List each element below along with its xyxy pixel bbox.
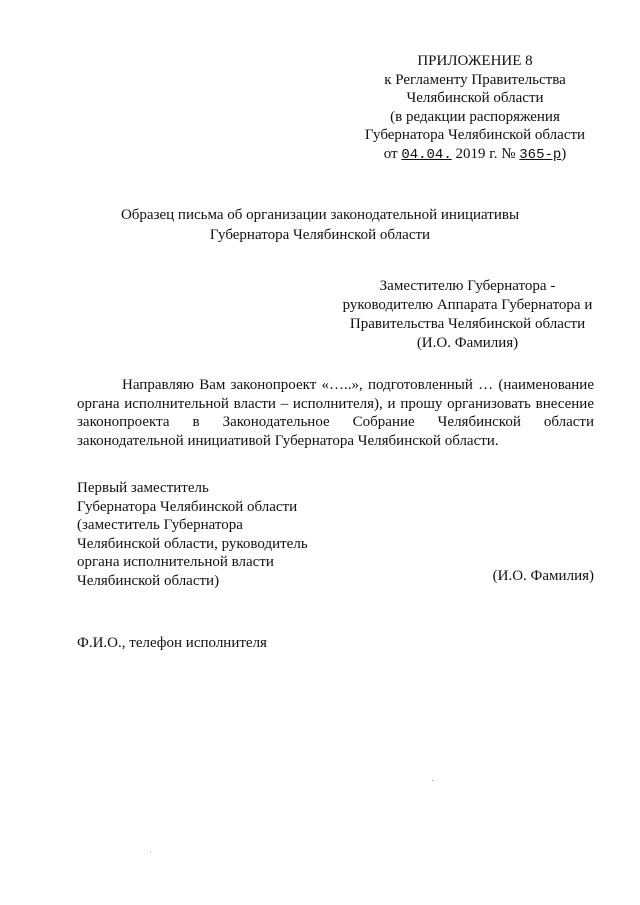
date-prefix: от [383, 145, 398, 162]
appendix-line-3: (в редакции распоряжения [390, 108, 560, 125]
date-year: 2019 г. № [455, 145, 516, 162]
appendix-line-2: Челябинской области [406, 90, 544, 106]
signer-line-5: органа исполнительной власти [77, 554, 274, 570]
signer-name: (И.О. Фамилия) [492, 568, 594, 584]
executor-line: Ф.И.О., телефон исполнителя [77, 635, 267, 651]
title-line-2: Губернатора Челябинской области [209, 227, 431, 243]
signer-line-4: Челябинской области, руководитель [77, 535, 308, 552]
appendix-title: ПРИЛОЖЕНИЕ 8 [417, 53, 533, 69]
addressee-line-1: Заместителю Губернатора - [379, 278, 556, 294]
signer-line-2: Губернатора Челябинской области [77, 498, 298, 515]
addressee-line-3: Правительства Челябинской области [349, 316, 586, 332]
title-line-1: Образец письма об организации законодательной инициативы [120, 207, 520, 223]
appendix-line-1: к Регламенту Правительства [384, 71, 566, 88]
signer-block [77, 479, 377, 590]
letter-body: Направляю Вам законопроект «…..», подготовленный … (наименование органа исполнительной власти – исполнителя), и прошу организовать внесение законопроекта в Законодательное Собрание Челябинской области законодательной инициативой Губернатора Челябинской области. [77, 377, 594, 449]
signer-line-1: Первый заместитель [77, 480, 209, 496]
date-suffix: ) [561, 145, 567, 162]
addressee-block [320, 277, 615, 353]
signer-line-6: Челябинской области) [77, 572, 220, 589]
appendix-line-4: Губернатора Челябинской области [364, 127, 586, 143]
order-number: 365-р [519, 146, 562, 163]
addressee-line-2: руководителю Аппарата Губернатора и [342, 297, 593, 313]
document-title [60, 205, 580, 245]
scan-speck [432, 780, 433, 781]
appendix-date-line [360, 145, 590, 165]
appendix-header [360, 52, 590, 164]
scan-speck [150, 852, 151, 853]
addressee-name: (И.О. Фамилия) [416, 335, 519, 351]
date-day: 04.04. [401, 146, 452, 163]
signer-line-3: (заместитель Губернатора [77, 517, 243, 533]
